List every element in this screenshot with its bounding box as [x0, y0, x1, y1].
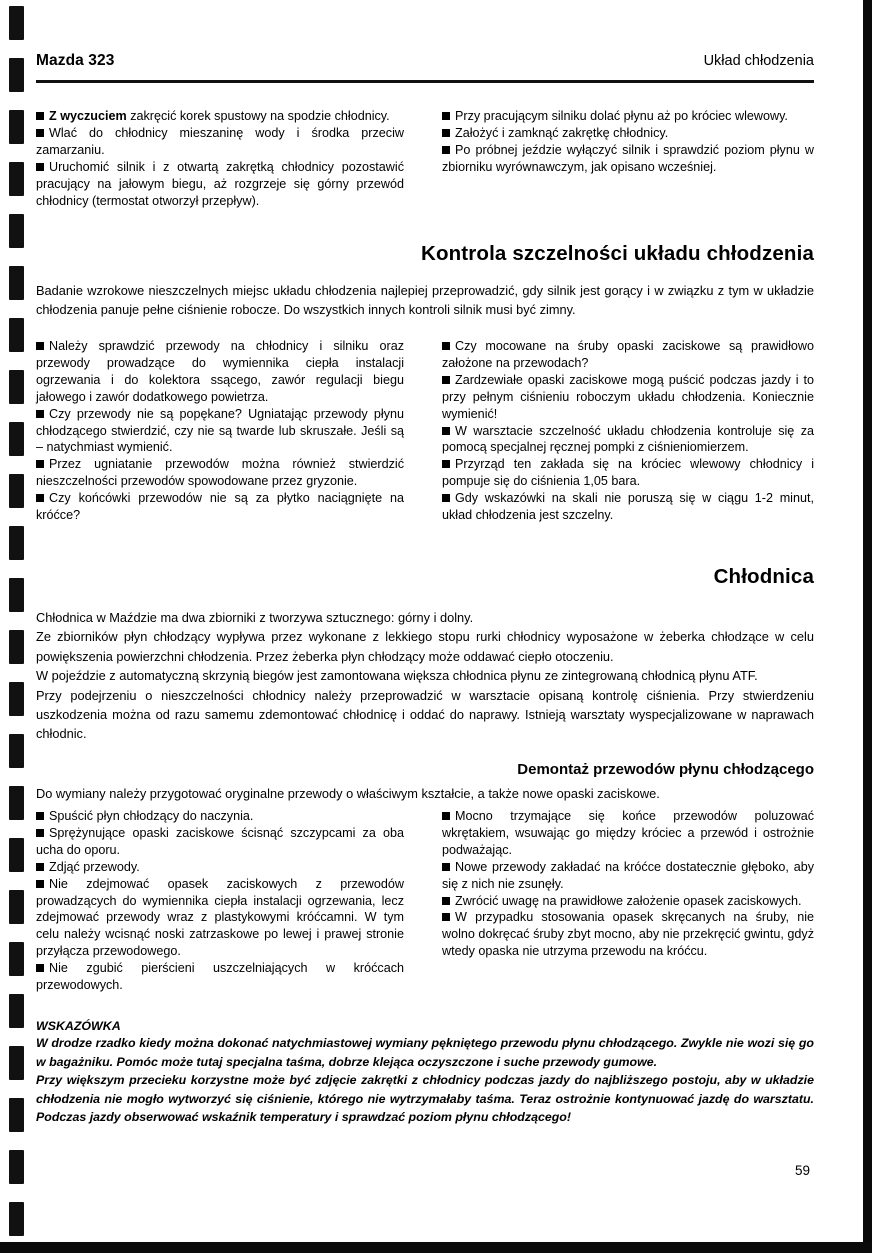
scan-edge-artifact-right: [863, 0, 872, 1253]
bullet-text: Zwrócić uwagę na prawidłowe założenie opasek zaciskowych.: [455, 893, 802, 908]
bullet-item: [36, 808, 404, 825]
paragraph-text: Badanie wzrokowe nieszczelnych miejsc układu chłodzenia najlepiej przeprowadzić, gdy silnik jest gorący i w związku z tym w układzie chłodzenia panuje pełne ciśnienie robocze. Do wszystkich innych kontroli silnik musi być zimny.: [36, 283, 814, 318]
bullet-item: [36, 825, 404, 859]
note-block-wskazowka: [36, 1019, 814, 1127]
bullet-item: [36, 490, 404, 524]
bullet-item: [442, 108, 814, 125]
square-bullet-icon: [442, 494, 450, 502]
running-head-chapter-title: Układ chłodzenia: [703, 53, 814, 69]
bullet-text: Uruchomić silnik i z otwartą zakrętką chłodnicy pozostawić pracujący na jałowym biegu, aż rozgrzeje się górny przewód chłodnicy (termostat otworzył przepływ).: [36, 159, 404, 208]
square-bullet-icon: [442, 376, 450, 384]
section-heading-leak-test: Kontrola szczelności układu chłodzenia: [421, 242, 814, 265]
bullet-item: [442, 142, 814, 176]
bullet-item: [442, 859, 814, 893]
bullet-text: Nie zgubić pierścieni uszczelniających w króćcach przewodowych.: [36, 961, 404, 993]
paragraph-text: Przy podejrzeniu o nieszczelności chłodnicy należy przeprowadzić w warsztacie opisaną kontrolę ciśnienia. Przy stwierdzeniu uszkodzenia można od razu samemu zdemontować chłodnicę i oddać do naprawy. Istnieją warsztaty wyspecjalizowane w naprawach chłodnic.: [36, 687, 814, 742]
hose-removal-left-column: [36, 808, 404, 994]
square-bullet-icon: [442, 427, 450, 435]
square-bullet-icon: [442, 913, 450, 921]
leak-test-intro-paragraph: [36, 281, 814, 320]
header-rule: [36, 80, 814, 83]
bullet-lead-bold: Z wyczuciem: [49, 109, 127, 123]
square-bullet-icon: [36, 964, 44, 972]
leak-test-bullet-columns: [36, 338, 814, 524]
bullet-item: [442, 423, 814, 457]
hose-removal-right-column: [442, 808, 814, 994]
bullet-text: Czy mocowane na śruby opaski zaciskowe są prawidłowo założone na przewodach?: [442, 339, 814, 370]
bullet-text: Mocno trzymające się końce przewodów poluzować wkrętakiem, wsuwając go między króciec a przewód i ostrożnie podważając.: [442, 809, 814, 857]
bullet-text: Nie zdejmować opasek zaciskowych z przewodów prowadzących do wymiennika ciepła instalacji ogrzewania, lecz zdejmować przewody wraz z plastykowymi króćcamni. W tym celu należy wcisnąć noski zatrzaskowe po lewej i prawej stronie przyłącza przewodowego.: [36, 876, 404, 959]
bullet-text: Przy pracującym silniku dolać płynu aż po króciec wlewowy.: [455, 109, 788, 123]
square-bullet-icon: [36, 129, 44, 137]
section-heading-hose-removal: Demontaż przewodów płynu chłodzącego: [517, 761, 814, 778]
section-heading-radiator: Chłodnica: [713, 565, 814, 588]
bullet-text: Czy końcówki przewodów nie są za płytko naciągnięte na króćce?: [36, 491, 404, 523]
bullet-item: [442, 893, 814, 910]
square-bullet-icon: [442, 129, 450, 137]
bullet-item: [442, 125, 814, 142]
scan-edge-artifact-bottom: [0, 1242, 872, 1253]
bullet-text: Założyć i zamknąć zakrętkę chłodnicy.: [455, 125, 669, 140]
bullet-text: Spuścić płyn chłodzący do naczynia.: [49, 809, 254, 823]
bullet-text: W przypadku stosowania opasek skręcanych na śruby, nie wolno dokręcać śruby zbyt mocno, aby nie przekręcić gwintu, gdyż wtedy opaska nie utrzyma przewodu na króćcu.: [442, 910, 814, 959]
square-bullet-icon: [442, 863, 450, 871]
square-bullet-icon: [442, 342, 450, 350]
bullet-text: Sprężynujące opaski zaciskowe ścisnąć szczypcami za oba ucha do oporu.: [36, 825, 404, 857]
radiator-paragraphs: [36, 608, 814, 744]
note-title: WSKAZÓWKA: [36, 1019, 121, 1033]
bullet-item: [442, 372, 814, 423]
leak-test-left-column: [36, 338, 404, 524]
bullet-item: [36, 125, 404, 159]
running-head: [36, 52, 814, 70]
square-bullet-icon: [36, 863, 44, 871]
bullet-text: Przez ugniatanie przewodów można również stwierdzić nieszczelności przewodów spowodowane przez gryzonie.: [36, 457, 404, 489]
page-number: 59: [794, 1163, 810, 1178]
bullet-item: [442, 456, 814, 490]
bullet-item: [36, 406, 404, 457]
square-bullet-icon: [36, 880, 44, 888]
bullet-item: [36, 108, 404, 125]
square-bullet-icon: [36, 410, 44, 418]
bullet-item: [36, 876, 404, 961]
square-bullet-icon: [36, 342, 44, 350]
hose-removal-bullet-columns: [36, 808, 814, 994]
note-paragraph: W drodze rzadko kiedy można dokonać natychmiastowej wymiany pękniętego przewodu płynu chłodzącego. Zwykle nie wozi się go w bagażniku. Pomóc może tutaj specjalna taśma, dobrze klejąca oczyszczone i suche przewody gumowe.: [36, 1036, 814, 1069]
square-bullet-icon: [442, 897, 450, 905]
square-bullet-icon: [442, 146, 450, 154]
hose-removal-intro-paragraph: [36, 784, 814, 803]
square-bullet-icon: [442, 812, 450, 820]
square-bullet-icon: [36, 112, 44, 120]
bullet-item: [442, 338, 814, 372]
paragraph-text: Do wymiany należy przygotować oryginalne przewody o właściwym kształcie, a także nowe opaski zaciskowe.: [36, 786, 660, 801]
bullet-item: [36, 456, 404, 490]
bullet-text: Czy przewody nie są popękane? Ugniatając przewody płynu chłodzącego stwierdzić, czy nie są twarde lub skruszałe. Jeśli są – natychmiast wymienić.: [36, 406, 404, 455]
bullet-text: Gdy wskazówki na skali nie poruszą się w ciągu 1-2 minut, układ chłodzenia jest szczelny.: [442, 491, 814, 523]
square-bullet-icon: [36, 494, 44, 502]
top-bullet-columns: [36, 108, 814, 209]
square-bullet-icon: [36, 812, 44, 820]
square-bullet-icon: [442, 112, 450, 120]
bullet-item: [36, 960, 404, 994]
square-bullet-icon: [36, 829, 44, 837]
square-bullet-icon: [36, 163, 44, 171]
leak-test-right-column: [442, 338, 814, 524]
square-bullet-icon: [36, 460, 44, 468]
top-bullets-left-column: [36, 108, 404, 209]
paragraph-text: Ze zbiorników płyn chłodzący wypływa przez wykonane z lekkiego stopu rurki chłodnicy wyposażone w żeberka chłodzące w celu powiększenia powierzchni chłodzenia. Przez żeberka płyn chłodzący może oddawać ciepło otoczeniu.: [36, 629, 814, 664]
bullet-item: [442, 490, 814, 524]
bullet-item: [442, 909, 814, 960]
top-bullets-right-column: [442, 108, 814, 209]
bullet-text: Nowe przewody zakładać na króćce dostatecznie głęboko, aby się z nich nie zsunęły.: [442, 859, 814, 891]
bullet-item: [36, 859, 404, 876]
bullet-text: Wlać do chłodnicy mieszaninę wody i środka przeciw zamarzaniu.: [36, 125, 404, 157]
bullet-text: Przyrząd ten zakłada się na króciec wlewowy chłodnicy i pompuje się do ciśnienia 1,05 bara.: [442, 457, 814, 489]
bullet-text: Należy sprawdzić przewody na chłodnicy i silniku oraz przewody prowadzące do wymiennika ciepła instalacji ogrzewania i do kolektora ssącego, zawór regulacji biegu jałowego i zawór dodatkowego powietrza.: [36, 339, 404, 404]
binding-marks-strip: [0, 0, 26, 1253]
note-paragraph: Przy większym przecieku korzystne może być zdjęcie zakrętki z chłodnicy podczas jazdy do najbliższego postoju, aby w układzie chłodzenia nie mogło wytworzyć się ciśnienie, którego nie wytrzymałaby taśma. Teraz ostrożnie kontynuować jazdę do warsztatu. Podczas jazdy obserwować wskaźnik temperatury i sprawdzać poziom płynu chłodzącego!: [36, 1073, 814, 1125]
bullet-text: zakręcić korek spustowy na spodzie chłodnicy.: [126, 109, 390, 123]
bullet-text: Zdjąć przewody.: [49, 859, 140, 874]
paragraph-text: Chłodnica w Maździe ma dwa zbiorniki z tworzywa sztucznego: górny i dolny.: [36, 610, 474, 625]
paragraph-text: W pojeździe z automatyczną skrzynią biegów jest zamontowana większa chłodnica płynu ze zintegrowaną chłodnicą płynu ATF.: [36, 668, 758, 684]
bullet-item: [36, 338, 404, 406]
bullet-item: [36, 159, 404, 210]
bullet-item: [442, 808, 814, 859]
running-head-book-title: Mazda 323: [36, 52, 115, 69]
bullet-text: Zardzewiałe opaski zaciskowe mogą puścić podczas jazdy i to przy pełnym ciśnieniu roboczym układu chłodzenia. Koniecznie wymienić!: [442, 372, 814, 421]
bullet-text: Po próbnej jeździe wyłączyć silnik i sprawdzić poziom płynu w zbiorniku wyrównawczym, jak opisano wcześniej.: [442, 142, 814, 174]
bullet-text: W warsztacie szczelność układu chłodzenia kontroluje się za pomocą specjalnej ręcznej pompki z ciśnieniomierzem.: [442, 423, 814, 455]
square-bullet-icon: [442, 460, 450, 468]
